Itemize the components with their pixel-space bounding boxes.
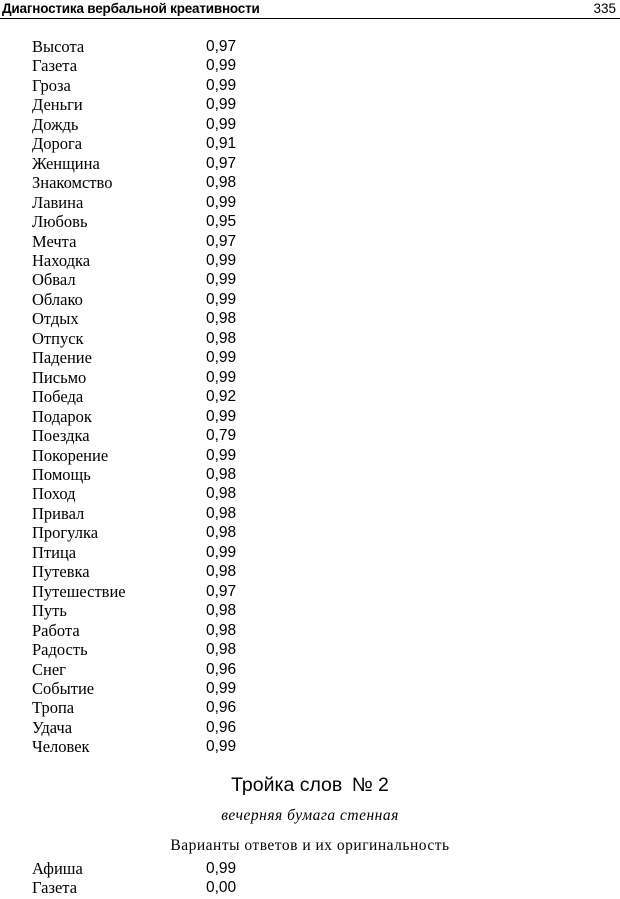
word-label: Помощь [32,464,91,484]
word-label: Путевка [32,562,90,582]
list-item [32,562,292,581]
originality-value: 0,99 [206,290,237,308]
list-item [32,426,292,445]
word-label: Работа [32,620,80,640]
word-label: Письмо [32,367,87,387]
word-triple: вечерняя бумага стенная [221,807,399,824]
answers-caption: Варианты ответов и их оригинальность [170,837,450,854]
section-title-text: Тройка слов [231,774,343,796]
word-label: Газета [32,878,78,898]
word-label: Знакомство [32,173,113,193]
page-number: 335 [593,1,616,16]
word-label: Отдых [32,309,79,329]
word-label: Радость [32,640,88,660]
list-item [32,290,292,309]
originality-value: 0,99 [206,368,237,386]
list-item [32,718,292,737]
list-item [32,640,292,659]
originality-value: 0,97 [206,582,237,600]
word-label: Находка [32,250,91,270]
list-item [32,878,292,897]
list-item [32,212,292,231]
header-title: Диагностика вербальной креативности [2,1,260,16]
word-label: Дождь [32,114,79,134]
word-label: Путешествие [32,581,126,601]
list-item [32,37,292,56]
list-item [32,309,292,328]
word-label: Поход [32,484,76,504]
word-label: Снег [32,659,66,679]
originality-value: 0,96 [206,660,237,678]
word-label: Удача [32,717,73,737]
list-item [32,446,292,465]
list-item [32,193,292,212]
list-item [32,601,292,620]
word-label: Событие [32,678,95,698]
word-label: Привал [32,503,85,523]
list-item [32,348,292,367]
list-item [32,484,292,503]
section-number: № 2 [351,774,389,796]
word-label: Любовь [32,212,88,232]
list-item [32,115,292,134]
originality-value: 0,96 [206,718,237,736]
originality-value: 0,99 [206,446,237,464]
originality-value: 0,98 [206,174,237,192]
word-label: Облако [32,289,83,309]
originality-value: 0,98 [206,563,237,581]
list-item [32,329,292,348]
originality-value: 0,99 [206,860,237,877]
running-header [0,0,620,22]
originality-value: 0,79 [206,427,237,445]
originality-value: 0,99 [206,543,237,561]
originality-value: 0,98 [206,641,237,659]
originality-value: 0,98 [206,485,237,503]
word-label: Птица [32,542,77,562]
originality-value: 0,99 [206,115,237,133]
word-label: Лавина [32,192,84,212]
word-label: Покорение [32,445,109,465]
word-label: Падение [32,348,92,368]
originality-value: 0,98 [206,465,237,483]
list-item [32,173,292,192]
originality-value: 0,99 [206,57,237,75]
list-item [32,232,292,251]
list-item [32,859,292,878]
originality-value: 0,99 [206,738,237,756]
originality-value: 0,97 [206,38,237,55]
word-label: Газета [32,56,78,76]
originality-value: 0,99 [206,251,237,269]
originality-value: 0,98 [206,504,237,522]
originality-value: 0,95 [206,213,237,231]
originality-value: 0,99 [206,679,237,697]
word-label: Человек [32,737,90,757]
list-item [32,368,292,387]
list-item [32,543,292,562]
word-label: Гроза [32,75,71,95]
list-item [32,523,292,542]
word-label: Отпуск [32,328,84,348]
originality-value: 0,98 [206,621,237,639]
word-label: Обвал [32,270,76,290]
originality-value: 0,97 [206,154,237,172]
originality-value: 0,98 [206,329,237,347]
originality-value: 0,99 [206,96,237,114]
originality-value: 0,99 [206,271,237,289]
originality-value: 0,98 [206,524,237,542]
word-label: Высота [32,37,85,56]
list-item [32,154,292,173]
list-item [32,679,292,698]
list-item [32,134,292,153]
section-title [0,773,620,797]
list-item [32,621,292,640]
header-divider [0,18,620,19]
originality-value: 0,99 [206,76,237,94]
originality-value: 0,00 [206,879,237,897]
list-item [32,737,292,756]
originality-value: 0,99 [206,349,237,367]
list-item [32,465,292,484]
originality-value: 0,98 [206,310,237,328]
word-label: Победа [32,387,84,407]
list-item [32,660,292,679]
list-item [32,582,292,601]
list-item [32,95,292,114]
word-label: Подарок [32,406,92,426]
originality-value: 0,99 [206,407,237,425]
list-item [32,76,292,95]
word-label: Дорога [32,134,83,154]
word-list-2 [32,859,292,898]
list-item [32,251,292,270]
originality-value: 0,92 [206,388,237,406]
word-label: Прогулка [32,523,99,543]
list-item [32,56,292,75]
word-label: Афиша [32,859,83,878]
word-label: Путь [32,601,67,621]
word-list-1 [32,37,292,757]
list-item [32,270,292,289]
originality-value: 0,97 [206,232,237,250]
word-label: Тропа [32,698,75,718]
word-label: Женщина [32,153,100,173]
word-label: Поездка [32,426,90,446]
word-label: Деньги [32,95,83,115]
originality-value: 0,96 [206,699,237,717]
originality-value: 0,91 [206,135,237,153]
list-item [32,698,292,717]
originality-value: 0,98 [206,602,237,620]
list-item [32,387,292,406]
list-item [32,504,292,523]
originality-value: 0,99 [206,193,237,211]
list-item [32,407,292,426]
word-label: Мечта [32,231,77,251]
